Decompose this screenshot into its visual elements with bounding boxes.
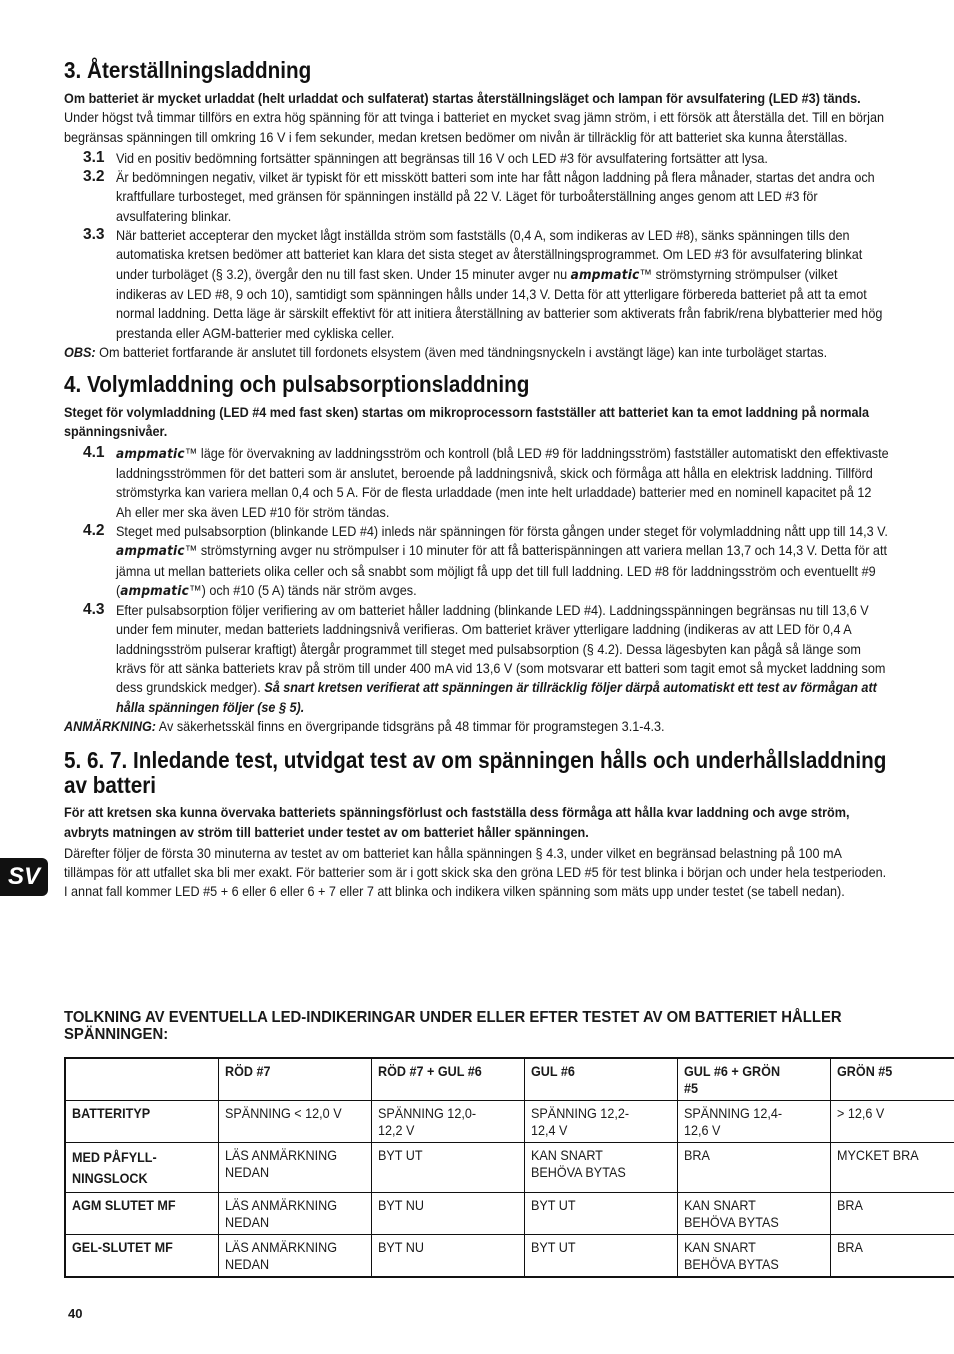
table-cell: BRA bbox=[831, 1193, 954, 1235]
table-row bbox=[65, 1193, 954, 1235]
table-cell: LÄS ANMÄRKNING NEDAN bbox=[219, 1235, 372, 1278]
table-header-row bbox=[65, 1058, 954, 1101]
item-4-3 bbox=[64, 601, 890, 717]
item-text: När batteriet accepterar den mycket lågt inställda ström som fastställs (0,4 A, som indikeras av LED #8), sänks spänningen tills den automatiska kretsen bedömer att batteriet kan klara det sista steget av återställningsprogrammet. Om LED #3 för avsulfatering blinkat under turboläget (§ 3.2), övergår den nu till fast sken. Under 15 minuter avger nu ampmatic™ strömstyrning strömpulser (vilket indikeras av LED #8, 9 och 10), samtidigt som spänningen hålls under 14,3 V. Detta för att ytterligare förbereda batteriet på att ta emot normal laddning. Detta läge är särskilt effektivt för att initiera återställning av batterier som aktiverats från fabrik/rena blybatterier med hög prestanda eller AGM-batterier med cykliska celler. bbox=[116, 228, 883, 341]
item-4-1 bbox=[64, 444, 890, 522]
header-cell: GUL #6 + GRÖN #5 bbox=[678, 1058, 831, 1101]
item-3-2 bbox=[64, 168, 890, 226]
item-number: 3.2 bbox=[83, 168, 105, 186]
section-3-intro: Om batteriet är mycket urladdat (helt urladdat och sulfaterat) startas återställningsläget och lampan för avsulfatering (LED #3) tänds. Under högst två timmar tillförs en extra hög spänning för att tvinga i batteriet en mycket svag jämn ström, i ett försök att återställa det. Till en början begränsas spänningen till omkring 16 V i fem sekunder, medan kretsen bedömer om nivån är tillräcklig för att batteriet ska kunna återställas. bbox=[64, 91, 885, 145]
item-3-1 bbox=[64, 149, 890, 168]
table-cell: KAN SNART BEHÖVA BYTAS bbox=[525, 1143, 678, 1193]
row-header: AGM SLUTET MF bbox=[65, 1193, 219, 1235]
item-text: Är bedömningen negativ, vilket är typiskt för ett misskött batteri som inte har fått någon laddning på flera månader, startas det andra och kraftfullare turbosteget, med gränsen för spänningen inställd på 22 V. Läget för turboåterställning anges genom att LED #3 för avsulfatering blinkar. bbox=[116, 170, 875, 224]
section-5-text: Därefter följer de första 30 minuterna av testet av om batteriet kan hålla spänningen § 4.3, under vilket en begränsad belastning på 100 mA tillämpas för att utfallet ska bli mer exakt. För batterier som är i gott skick ska den gröna LED #5 för test blinka i början och under hela testperioden. I annat fall kommer LED #5 + 6 eller 6 eller 6 + 7 eller 7 att blinka och indikera vilken spänning som mäts upp under testet (se tabell nedan). bbox=[64, 845, 887, 900]
item-number: 3.1 bbox=[83, 148, 105, 166]
table-cell: BRA bbox=[678, 1143, 831, 1193]
document-body bbox=[64, 58, 890, 902]
language-tab: SV bbox=[0, 858, 48, 896]
item-number: 3.3 bbox=[83, 226, 105, 244]
table-cell: > 12,6 V bbox=[831, 1101, 954, 1143]
item-number: 4.3 bbox=[83, 601, 105, 619]
section-5-title: 5. 6. 7. Inledande test, utvidgat test av om spänningen hålls och underhållsladdning av batteri bbox=[64, 747, 887, 799]
row-header: BATTERITYP bbox=[65, 1101, 219, 1143]
item-text: Steget med pulsabsorption (blinkande LED #4) inleds när spänningen för första gången under steget för volymladdning nått upp till 14,3 V. ampmatic™ strömstyrning avger nu strömpulser i 10 minuter för att få batterispänningen att variera mellan 13,7 och 14,3 V. Detta för att jämna ut mellan batteriets olika celler och så snabbt som möjligt få upp det till full laddning. LED #8 för laddningsström och eventuellt #9 (ampmatic™) och #10 (5 A) tänds när ström avges. bbox=[116, 523, 888, 599]
item-number: 4.2 bbox=[83, 521, 105, 539]
brand-logo: ampmatic bbox=[570, 267, 640, 283]
section-3-title: 3. Återställningsladdning bbox=[64, 57, 312, 83]
item-4-2 bbox=[64, 522, 890, 601]
header-cell bbox=[65, 1058, 219, 1101]
table-cell: KAN SNART BEHÖVA BYTAS bbox=[678, 1235, 831, 1278]
table-cell: BYT UT bbox=[372, 1143, 525, 1193]
table-row bbox=[65, 1101, 954, 1143]
item-3-3 bbox=[64, 226, 890, 343]
table-cell: SPÄNNING 12,4-12,6 V bbox=[678, 1101, 831, 1143]
table-cell: BYT NU bbox=[372, 1193, 525, 1235]
table-cell: MYCKET BRA bbox=[831, 1143, 954, 1193]
table-row bbox=[65, 1235, 954, 1278]
table-cell: BYT UT bbox=[525, 1235, 678, 1278]
item-text: Efter pulsabsorption följer verifiering av om batteriet håller laddning (blinkande LED #4). Laddningsspänningen begränsas nu till 13,6 V under fem minuter, medan batteriets laddningsnivå verifieras. Om batteriet kräver ytterligare laddning (indikeras av att LED för 0,4 A laddningsström pulserar kraftigt) återgår programmet till steget med pulsabsorption (§ 4.2). Dessa lägesbyten kan pågå så länge som krävs för att sänka batteriets krav på ström till under 400 mA vid 13,6 V (som motsvarar ett batteri som tagit emot så mycket laddning som dess grundskick medger). Så snart kretsen verifierat att spänningen är tillräcklig följer därpå automatiskt ett test av förmågan att hålla spänningen följer (se § 5). bbox=[116, 603, 886, 715]
table-cell: SPÄNNING 12,0-12,2 V bbox=[372, 1101, 525, 1143]
table-cell: BYT NU bbox=[372, 1235, 525, 1278]
header-cell: GRÖN #5 bbox=[831, 1058, 954, 1101]
item-number: 4.1 bbox=[83, 443, 105, 461]
brand-logo: ampmatic bbox=[116, 544, 185, 560]
section-4-intro: Steget för volymladdning (LED #4 med fast sken) startas om mikroprocessorn fastställer att batteriet kan ta emot laddning på normala spänningsnivåer. bbox=[64, 405, 870, 440]
header-cell: RÖD #7 bbox=[219, 1058, 372, 1101]
item-text: Vid en positiv bedömning fortsätter spänningen att begränsas till 16 V och LED #3 för avsulfatering fortsätter att lysa. bbox=[116, 150, 768, 166]
table-cell: LÄS ANMÄRKNING NEDAN bbox=[219, 1143, 372, 1193]
page-number: 40 bbox=[68, 1306, 83, 1321]
brand-logo: ampmatic bbox=[116, 446, 185, 462]
section-4-title: 4. Volymladdning och pulsabsorptionsladdning bbox=[64, 371, 530, 398]
anmarkning-note: ANMÄRKNING: Av säkerhetsskäl finns en övergripande tidsgräns på 48 timmar för programstegen 3.1-4.3. bbox=[64, 718, 665, 734]
section-5-intro: För att kretsen ska kunna övervaka batteriets spänningsförlust och fastställa dess förmåga att hålla kvar laddning och avge ström, avbryts matningen av ström till batteriet under testet av om batteriet håller spänningen. bbox=[64, 805, 850, 840]
table-cell: SPÄNNING 12,2-12,4 V bbox=[525, 1101, 678, 1143]
row-header: MED PÅFYLL-NINGSLOCK bbox=[65, 1143, 219, 1193]
item-text: ampmatic™ läge för övervakning av laddningsström och kontroll (blå LED #9 för laddningsström) fastställer automatiskt den effektivaste laddningsströmmen för det batteri som är anslutet, beroende på laddningsnivå, skick och förmåga att hålla en elektrisk laddning. Tillförd strömstyrka kan variera mellan 0,4 och 5 A. För de flesta urladdade (men inte helt urladdade) batterier med en nominell kapacitet på 12 Ah eller mer ska även LED #10 för ström tändas. bbox=[116, 445, 889, 520]
table-cell: SPÄNNING < 12,0 V bbox=[219, 1101, 372, 1143]
header-cell: GUL #6 bbox=[525, 1058, 678, 1101]
table-row bbox=[65, 1143, 954, 1193]
header-cell: RÖD #7 + GUL #6 bbox=[372, 1058, 525, 1101]
table-cell: BYT UT bbox=[525, 1193, 678, 1235]
table-cell: BRA bbox=[831, 1235, 954, 1278]
table-title: TOLKNING AV EVENTUELLA LED-INDIKERINGAR UNDER ELLER EFTER TESTET AV OM BATTERIET HÅLLER SPÄNNINGEN: bbox=[64, 1009, 842, 1043]
table-cell: KAN SNART BEHÖVA BYTAS bbox=[678, 1193, 831, 1235]
led-interpretation-table bbox=[64, 1057, 954, 1278]
brand-logo: ampmatic bbox=[120, 583, 189, 599]
obs-note: OBS: Om batteriet fortfarande är anslutet till fordonets elsystem (även med tändningsnyckeln i avstängt läge) kan inte turboläget startas. bbox=[64, 344, 828, 360]
table-cell: LÄS ANMÄRKNING NEDAN bbox=[219, 1193, 372, 1235]
row-header: GEL-SLUTET MF bbox=[65, 1235, 219, 1278]
